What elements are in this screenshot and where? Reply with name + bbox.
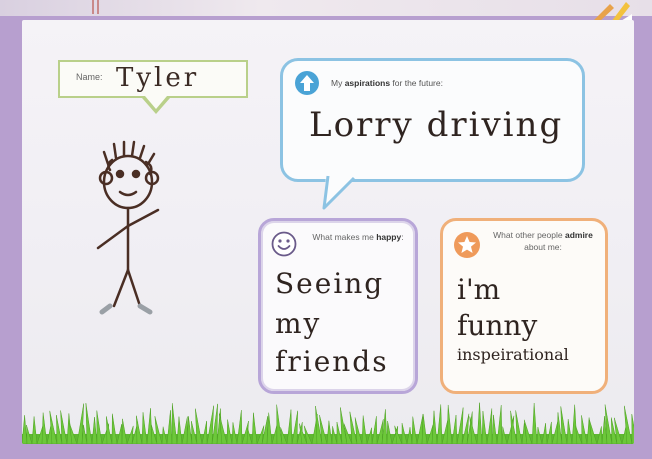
up-arrow-icon [295, 71, 319, 95]
happy-line: Seeing [275, 267, 385, 300]
happy-line: friends [275, 345, 389, 378]
grass-border [22, 398, 634, 444]
admire-box [440, 218, 608, 394]
margin-line [92, 0, 94, 14]
aspirations-box [280, 58, 585, 182]
star-icon [453, 231, 481, 259]
aspirations-heading: My aspirations for the future: [331, 78, 443, 88]
admire-line: inspeirational [457, 345, 569, 364]
speech-bubble-tail [322, 174, 362, 210]
name-label: Name: [76, 72, 103, 82]
worksheet [22, 20, 634, 444]
notebook-page-edge [0, 0, 652, 16]
happy-line: my [275, 307, 322, 340]
name-value: Tyler [116, 63, 200, 93]
aspirations-value: Lorry driving [309, 105, 564, 145]
admire-line: i'm [457, 273, 501, 306]
stick-figure-drawing [80, 130, 200, 320]
happy-box [258, 218, 418, 394]
admire-heading: What other people admire about me: [493, 230, 593, 252]
name-box [58, 60, 248, 98]
margin-line [97, 0, 99, 14]
happy-heading: What makes me happy: [312, 232, 404, 242]
admire-line: funny [457, 309, 538, 342]
smiley-icon [271, 231, 297, 257]
